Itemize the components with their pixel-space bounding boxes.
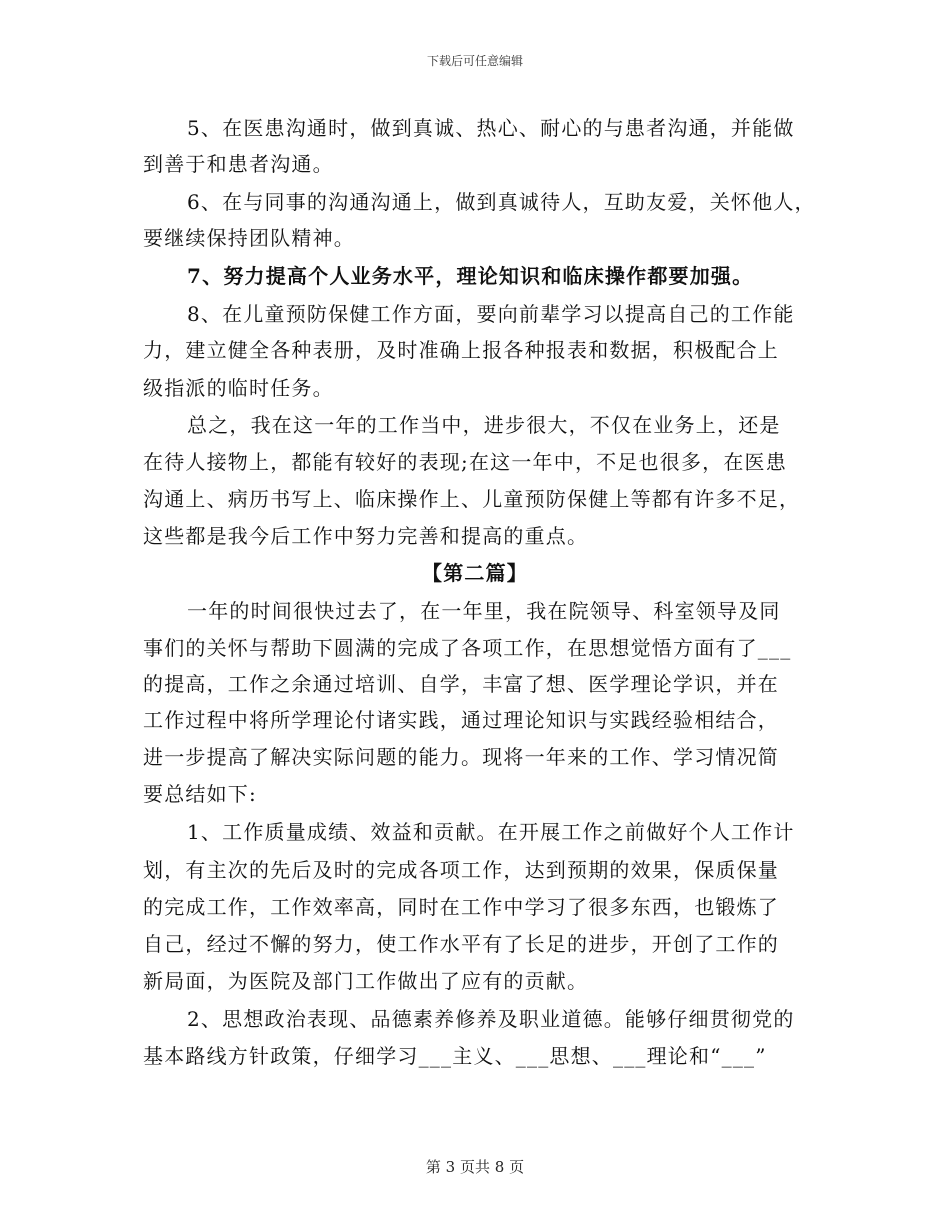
page-header: 下载后可任意编辑 bbox=[426, 54, 523, 68]
text-line: 沟通上、病历书写上、临床操作上、儿童预防保健上等都有许多不足， bbox=[143, 487, 801, 511]
text-line: 的完成工作，工作效率高，同时在工作中学习了很多东西，也锻炼了 bbox=[143, 895, 779, 919]
text-line: 力，建立健全各种表册，及时准确上报各种报表和数据，积极配合上 bbox=[143, 338, 779, 362]
text-line: 1、工作质量成绩、效益和贡献。在开展工作之前做好个人工作计 bbox=[187, 820, 795, 844]
text-line: 新局面，为医院及部门工作做出了应有的贡献。 bbox=[143, 969, 589, 993]
text-line: 进一步提高了解决实际问题的能力。现将一年来的工作、学习情况简 bbox=[143, 745, 779, 769]
text-line: 要总结如下: bbox=[143, 782, 257, 806]
text-line: 要继续保持团队精神。 bbox=[143, 226, 355, 250]
text-line: 在待人接物上，都能有较好的表现;在这一年中，不足也很多，在医患 bbox=[143, 450, 787, 474]
text-line: 的提高，工作之余通过培训、自学，丰富了想、医学理论学识，并在 bbox=[143, 672, 779, 696]
text-line: 自己，经过不懈的努力，使工作水平有了长足的进步，开创了工作的 bbox=[143, 932, 779, 956]
text-line: 一年的时间很快过去了，在一年里，我在院领导、科室领导及同 bbox=[187, 599, 781, 623]
text-line: 总之，我在这一年的工作当中，进步很大，不仅在业务上，还是 bbox=[187, 413, 781, 437]
text-line: 2、思想政治表现、品德素养修养及职业道德。能够仔细贯彻党的 bbox=[187, 1007, 795, 1031]
text-line: 到善于和患者沟通。 bbox=[143, 152, 334, 176]
text-line: 这些都是我今后工作中努力完善和提高的重点。 bbox=[143, 524, 589, 548]
bold-text-line: 7、努力提高个人业务水平，理论知识和临床操作都要加强。 bbox=[187, 264, 754, 288]
section-title: 【第二篇】 bbox=[422, 561, 528, 585]
text-line: 5、在医患沟通时，做到真诚、热心、耐心的与患者沟通，并能做 bbox=[187, 116, 795, 140]
text-line: 6、在与同事的沟通沟通上，做到真诚待人，互助友爱，关怀他人， bbox=[187, 190, 816, 214]
text-line: 级指派的临时任务。 bbox=[143, 376, 334, 400]
text-line: 事们的关怀与帮助下圆满的完成了各项工作，在思想觉悟方面有了___ bbox=[143, 636, 792, 660]
text-line: 工作过程中将所学理论付诸实践，通过理论知识与实践经验相结合， bbox=[143, 708, 779, 732]
text-line: 8、在儿童预防保健工作方面，要向前辈学习以提高自己的工作能 bbox=[187, 302, 795, 326]
text-line: 基本路线方针政策，仔细学习___主义、___思想、___理论和“___” bbox=[143, 1044, 767, 1068]
page-footer: 第 3 页共 8 页 bbox=[425, 1158, 525, 1176]
text-line: 划，有主次的先后及时的完成各项工作，达到预期的效果，保质保量 bbox=[143, 858, 779, 882]
